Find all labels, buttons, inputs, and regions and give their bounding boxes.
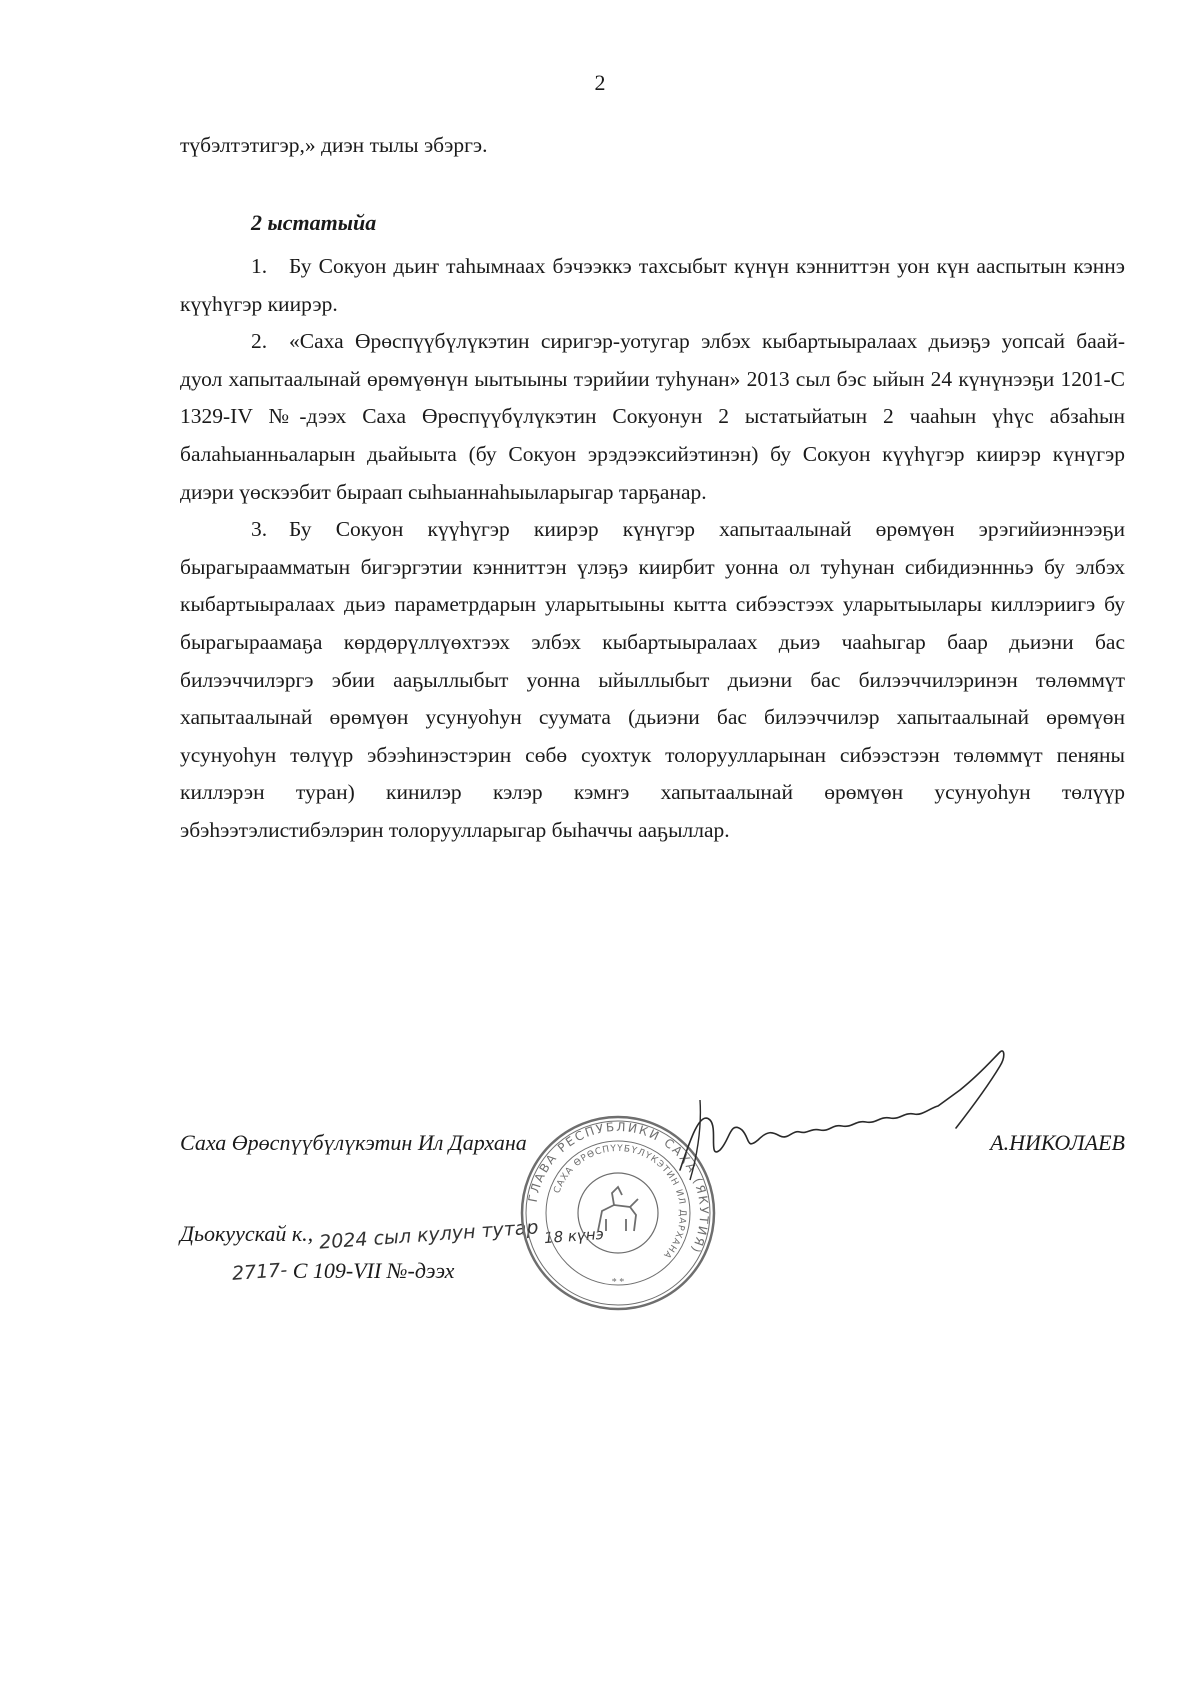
number-suffix: С 109-VII №-дээх [292, 1258, 455, 1283]
page-number: 2 [594, 70, 606, 95]
article-item-3 [180, 511, 1125, 849]
continuation-paragraph: түбэлтэтигэр,» диэн тылы эбэргэ. [180, 133, 488, 157]
signatory-title: Саха Өрөспүүбүлүкэтин Ил Дархана [180, 1130, 527, 1155]
item-text: Бу Сокуон дьиҥ таһымнаах бэчээккэ тахсыбыт күнүн кэнниттэн уон күн ааспытын кэннэ күүһүгэр киирэр. [180, 254, 1125, 316]
item-text: Бу Сокуон күүһүгэр киирэр күнүгэр хапытаалынай өрөмүөн эрэгийиэннээҕи бырагыраамматын бигэргэтии кэнниттэн үлэҕэ киирбит уонна ол туһунан сибидиэннньэ бу элбэх кыбартыыралаах дьиэ параметрдарын уларытыыны кытта сибээстээх уларытыылары киллэриигэ бу бырагыраамаҕа көрдөрүллүөхтээх элбэх кыбартыыралаах дьиэ чааһыгар баар дьиэни бас билээччилэргэ эбии ааҕыллыбыт уонна ыйыллыбыт дьиэни бас билээччилэринэн төлөммүт хапытаалынай өрөмүөн усунуоһун суумата (дьиэни бас билээччилэр хапытаалынай өрөмүөн усунуоһун төлүүр эбээһинэстэрин сөбө суохтук толоруулларынан сибээстээн төлөммүт пеняны киллэрэн туран) кинилэр кэлэр кэмҥэ хапытаалынай өрөмүөн усунуоһун төлүүр эбэһээтэлистибэлэрин толоруулларыгар быһаччы ааҕыллар. [180, 517, 1125, 842]
seal-outer-text: ГЛАВА РЕСПУБЛИКИ САХА (ЯКУТИЯ) [525, 1119, 712, 1257]
handwritten-day: 18 күнэ [543, 1224, 605, 1248]
seal-inner-text: САХА ӨРӨСПҮҮБҮЛҮКЭТИН ИЛ ДАРХАНА [552, 1143, 688, 1261]
article-item-1 [180, 248, 1125, 323]
article-heading: 2 ыстатыйа [251, 210, 377, 235]
handwritten-signature-icon [660, 1040, 1020, 1200]
item-number: 3. [251, 517, 268, 542]
handwritten-number: 2717- [231, 1259, 288, 1285]
handwritten-date: 2024 сыл кулун тутар [318, 1216, 539, 1254]
place-prefix: Дьокуускай к., [180, 1221, 314, 1246]
article-items [180, 248, 1125, 850]
item-number: 2. [251, 329, 268, 354]
law-number-line [232, 1258, 454, 1284]
signatory-name: А.НИКОЛАЕВ [990, 1130, 1125, 1155]
svg-text:* *: * * [611, 1277, 625, 1288]
item-number: 1. [251, 254, 268, 278]
item-text: «Саха Өрөспүүбүлүкэтин сиригэр-уотугар элбэх кыбартыыралаах дьиэҕэ уопсай баай-дуол хапытаалынай өрөмүөнүн ыытыыны тэрийии туһунан» 2013 сыл бэс ыйын 24 күнүнээҕи 1201-С 1329-IV №-дээх Саха Өрөспүүбүлүкэтин Сокуонун 2 ыстатыйатын 2 чааһын үһүс абзаһын балаһыанньаларын дьайыыта (бу Сокуон эрэдээксийэтинэн) бу Сокуон күүһүгэр киирэр күнүгэр диэри үөскээбит быраап сыһыаннаһыыларыгар тарҕанар. [180, 329, 1125, 504]
article-item-2 [180, 323, 1125, 511]
